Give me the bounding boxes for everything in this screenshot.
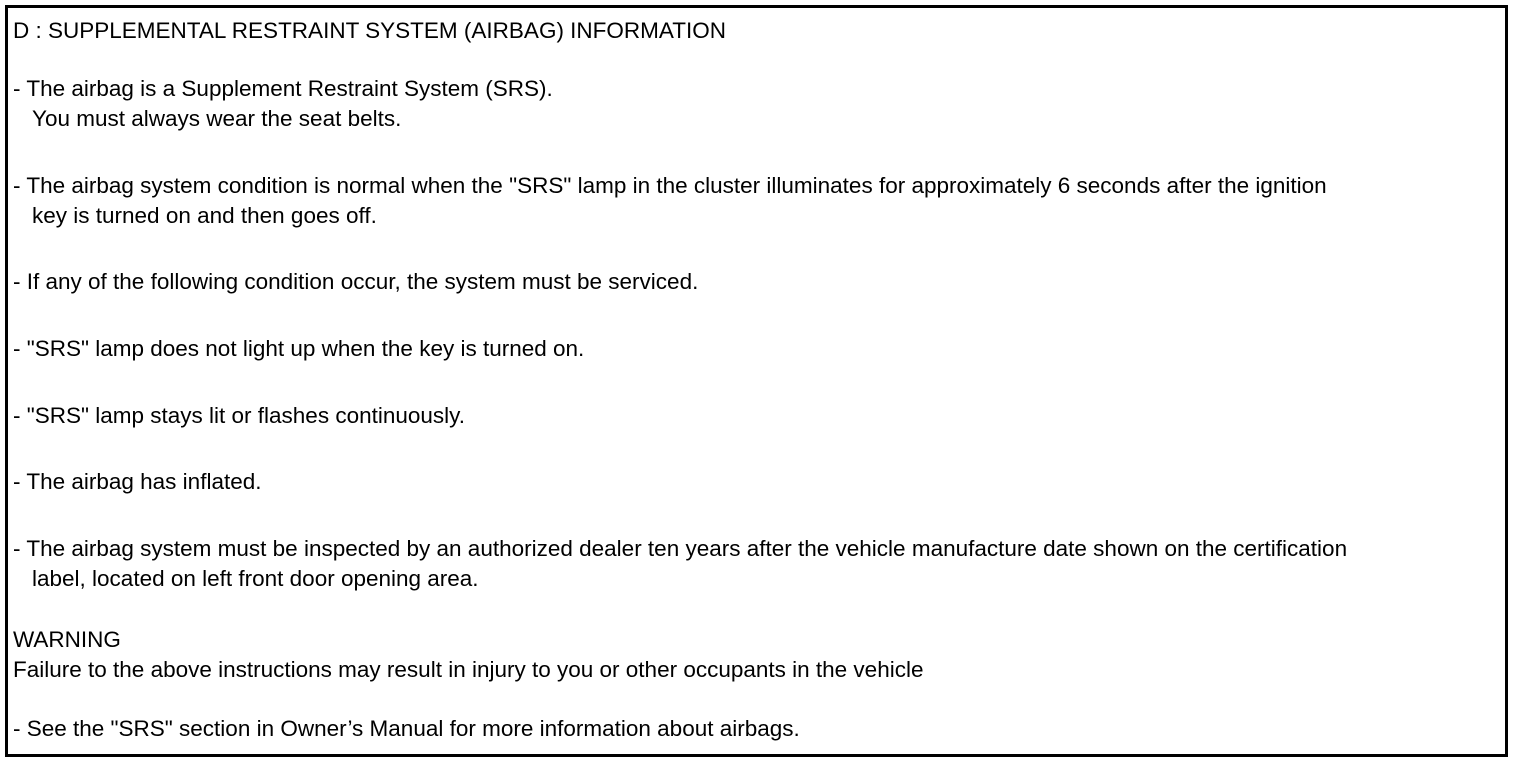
item-lamp-flashing: - "SRS" lamp stays lit or flashes continuously.: [13, 403, 465, 428]
item-lamp-not-lit: - "SRS" lamp does not light up when the key is turned on.: [13, 336, 585, 361]
item-inspection: - The airbag system must be inspected by an authorized dealer ten years after the vehicle manufacture date shown on the certification: [13, 536, 1348, 561]
item-normal-condition-continued: key is turned on and then goes off.: [32, 203, 377, 228]
footer-note: - See the "SRS" section in Owner’s Manual for more information about airbags.: [13, 716, 800, 741]
warning-text: Failure to the above instructions may result in injury to you or other occupants in the vehicle: [13, 657, 924, 682]
item-airbag-inflated: - The airbag has inflated.: [13, 469, 262, 494]
item-srs-definition: - The airbag is a Supplement Restraint System (SRS).: [13, 76, 553, 101]
info-panel: [5, 5, 1508, 757]
item-normal-condition: - The airbag system condition is normal when the "SRS" lamp in the cluster illuminates for approximately 6 seconds after the ignition: [13, 173, 1327, 198]
item-service-conditions: - If any of the following condition occur, the system must be serviced.: [13, 269, 699, 294]
section-heading: D : SUPPLEMENTAL RESTRAINT SYSTEM (AIRBAG) INFORMATION: [13, 18, 727, 43]
item-srs-definition-continued: You must always wear the seat belts.: [32, 106, 402, 131]
item-inspection-continued: label, located on left front door opening area.: [32, 566, 479, 591]
warning-label: WARNING: [13, 627, 121, 652]
